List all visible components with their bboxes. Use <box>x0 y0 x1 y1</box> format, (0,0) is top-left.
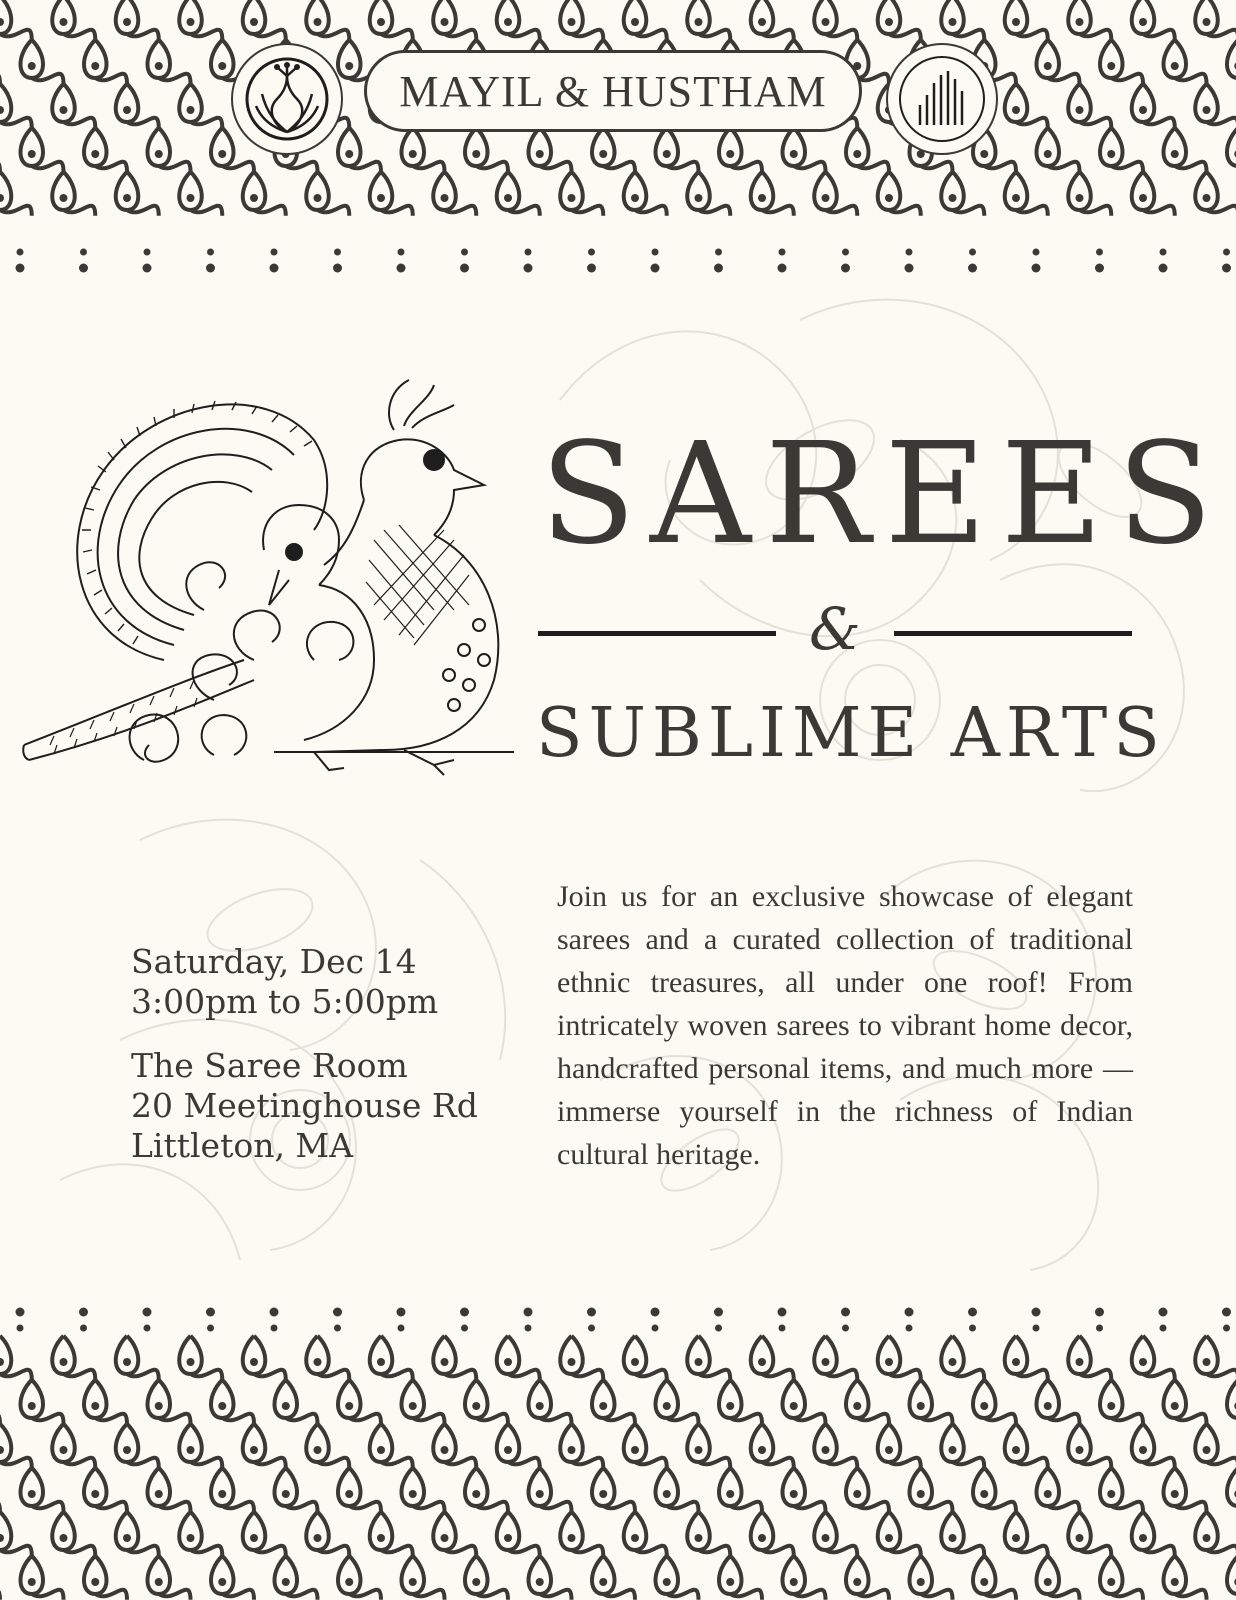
event-date: Saturday, Dec 14 <box>131 942 417 981</box>
title-ampersand: & <box>809 595 861 663</box>
venue-name: The Saree Room <box>131 1046 408 1085</box>
main-title: SAREES <box>540 413 1227 576</box>
peacock-pair-illustration <box>14 360 534 800</box>
building-bars-logo-icon <box>886 43 998 155</box>
brand-name: MAYIL & HUSTHAM <box>399 66 827 116</box>
event-description: Join us for an exclusive showcase of elegant sarees and a curated collection of traditional ethnic treasures, all under one roof! From intricately woven sarees to vibrant home decor, handcrafted personal items, and much more — immerse yourself in the richness of Indian cultural heritage. <box>557 880 1133 1171</box>
venue-street: 20 Meetinghouse Rd <box>131 1086 478 1125</box>
subtitle: SUBLIME ARTS <box>536 694 1166 773</box>
top-kolam-border <box>0 0 1236 290</box>
bottom-kolam-border <box>0 1300 1236 1600</box>
event-time: 3:00pm to 5:00pm <box>131 982 439 1021</box>
venue-city: Littleton, MA <box>131 1126 354 1165</box>
title-rule-left <box>538 631 776 636</box>
brand-pill <box>364 50 862 132</box>
event-location <box>131 1046 478 1166</box>
peacock-logo-icon <box>231 43 343 155</box>
title-rule-right <box>894 631 1132 636</box>
event-date-time <box>131 942 438 1022</box>
